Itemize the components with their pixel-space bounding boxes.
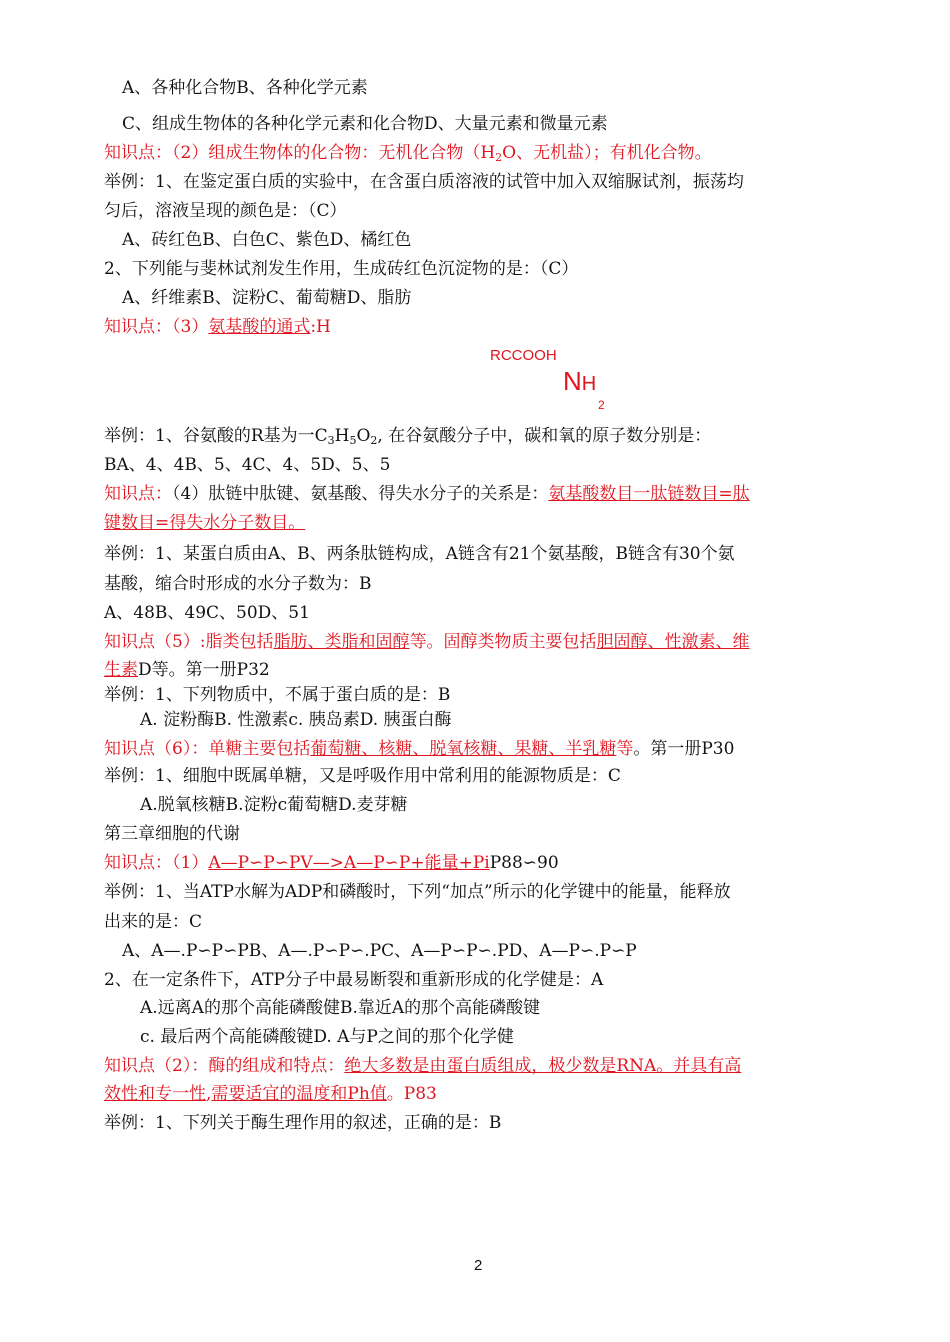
knowledge-point-7 <box>104 851 854 875</box>
subscript: 3 <box>327 434 335 447</box>
text: H <box>334 426 350 446</box>
kp-underlined: 胆固醇、性激素、维 <box>596 632 750 652</box>
option-line: A. 淀粉酶B. 性激素c. 胰岛素D. 胰蛋白酶 <box>140 710 452 730</box>
kp-underlined: 键数目=得失水分子数目。 <box>104 513 306 533</box>
kp-label: 知识点（6）： <box>104 739 209 759</box>
kp-label: 知识点：（1） <box>104 853 209 873</box>
example-line: 举例：1、当ATP水解为ADP和磷酸时，下列“加点”所示的化学键中的能量，能释放 <box>104 882 731 902</box>
kp-text: D等。第一册P32 <box>138 660 270 680</box>
kp-underlined: 氨基酸数目一肽链数目=肽 <box>548 484 750 504</box>
kp-text: :脂类包括 <box>199 632 274 652</box>
kp-label: 知识点： <box>104 484 172 504</box>
example-line: 举例：1、下列物质中，不属于蛋白质的是：B <box>104 685 451 705</box>
kp-underlined: 需要适宜的温度和Ph值 <box>211 1084 387 1104</box>
knowledge-point-3 <box>104 315 854 339</box>
page-number: 2 <box>474 1257 483 1274</box>
kp-underlined: 葡萄糖、核糖、脱氧核糖、果糖、半乳糖 <box>310 739 617 759</box>
kp-underlined: A—P∽P∽PV—>A—P∽P+能量+Pi <box>208 853 490 873</box>
option-line: A、砖红色B、白色C、紫色D、橘红色 <box>122 230 412 250</box>
kp-underlined: 脂肪、类脂和固醇 <box>273 632 410 652</box>
text: , 在谷氨酸分子中，碳和氧的原子数分别是： <box>377 426 712 446</box>
kp-label: 知识点：（2） <box>104 143 209 163</box>
kp-text: 。第一册P30 <box>633 739 735 759</box>
kp-text: P88∽90 <box>489 853 559 873</box>
kp-text: 组成生物体的化合物：无机化合物（H <box>208 143 496 163</box>
formula-top: RCCOOH <box>490 347 557 364</box>
formula-h: H <box>581 373 597 395</box>
option-line: A、A—.P∽P∽PB、A—.P∽P∽.PC、A—P∽P∽.PD、A—P∽.P∽P <box>122 941 637 961</box>
example-line: 举例：1、细胞中既属单糖，又是呼吸作用中常利用的能源物质是：C <box>104 766 621 786</box>
kp-text: （4）肽链中肽键、氨基酸、得失水分子的关系是： <box>172 484 549 504</box>
example-line: 举例：1、在鉴定蛋白质的实验中，在含蛋白质溶液的试管中加入双缩脲试剂，振荡均 <box>104 172 744 192</box>
example-line: 出来的是：C <box>104 912 203 932</box>
knowledge-point-8-cont <box>104 1082 854 1106</box>
knowledge-point-2 <box>104 141 854 165</box>
kp-text: 酶的组成和特点： <box>208 1056 345 1076</box>
kp-text: 等。固醇类物质主要包括 <box>409 632 597 652</box>
kp-underlined: 绝大多数是由蛋白质组成，极少数是RNA。并具有高 <box>344 1056 742 1076</box>
option-line: A、48B、49C、50D、51 <box>104 603 310 623</box>
option-line: BA、4、4B、5、4C、4、5D、5、5 <box>104 455 391 475</box>
kp-underlined: 氨基酸的通式 <box>208 317 311 337</box>
example-line: 2、下列能与斐林试剂发生作用，生成砖红色沉淀物的是：（C） <box>104 259 579 279</box>
knowledge-point-5 <box>104 630 854 654</box>
chapter-heading: 第三章细胞的代谢 <box>104 824 240 844</box>
example-line: 举例：1、下列关于酶生理作用的叙述，正确的是：B <box>104 1113 502 1133</box>
subscript: 5 <box>349 434 357 447</box>
kp-text: 单糖主要包括 <box>208 739 311 759</box>
knowledge-point-4-cont <box>104 511 854 535</box>
kp-label: 知识点（5） <box>104 632 200 652</box>
option-line: A、纤维素B、淀粉C、葡萄糖D、脂肪 <box>122 288 412 308</box>
kp-label: 知识点（2）： <box>104 1056 209 1076</box>
example-line <box>104 424 854 448</box>
kp-underlined: 生素 <box>104 660 138 680</box>
kp-label: 知识点：（3） <box>104 317 209 337</box>
example-line: 2、在一定条件下，ATP分子中最易断裂和重新形成的化学健是：A <box>104 970 604 990</box>
kp-text: , <box>206 1084 212 1104</box>
kp-underlined: 效性和专一性 <box>104 1084 206 1104</box>
option-line: A.脱氧核糖B.淀粉c葡萄糖D.麦芽糖 <box>140 795 408 815</box>
text: O <box>356 426 371 446</box>
option-line: A、各种化合物B、各种化学元素 <box>122 78 368 98</box>
example-line: 举例：1、某蛋白质由A、B、两条肽链构成，A链含有21个氨基酸，B链含有30个氨 <box>104 544 735 564</box>
subscript: 2 <box>370 434 378 447</box>
formula-subscript: 2 <box>598 398 605 412</box>
formula-n: N <box>563 366 582 396</box>
kp-text: O、无机盐）；有机化合物。 <box>502 143 712 163</box>
knowledge-point-8 <box>104 1054 854 1078</box>
option-line: C、组成生物体的各种化学元素和化合物D、大量元素和微量元素 <box>122 114 608 134</box>
subscript: 2 <box>495 151 503 164</box>
option-line: c. 最后两个高能磷酸键D. A与P之间的那个化学健 <box>140 1027 514 1047</box>
example-line: 基酸，缩合时形成的水分子数为：B <box>104 574 372 594</box>
example-line: 匀后，溶液呈现的颜色是：（C） <box>104 201 347 221</box>
option-line: A.远离A的那个高能磷酸健B.靠近A的那个高能磷酸键 <box>140 998 541 1018</box>
knowledge-point-4 <box>104 482 854 506</box>
kp-text: 。P83 <box>386 1084 437 1104</box>
formula-nh <box>563 366 596 397</box>
kp-text: 等 <box>616 739 634 759</box>
kp-text: :H <box>310 317 331 337</box>
knowledge-point-5-cont <box>104 658 854 682</box>
knowledge-point-6 <box>104 737 854 761</box>
text: 举例：1、谷氨酸的R基为一C <box>104 426 328 446</box>
